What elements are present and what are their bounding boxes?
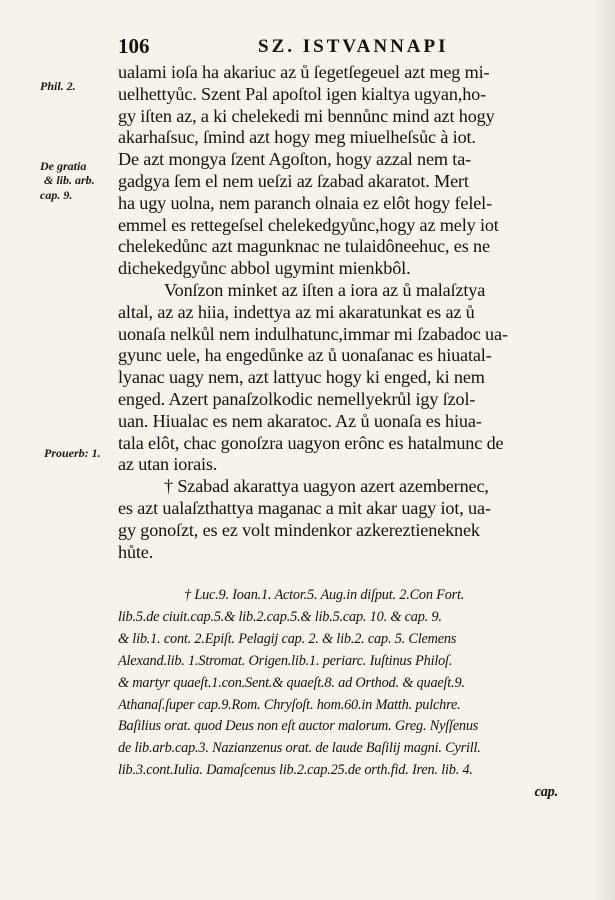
page-edge-shadow bbox=[593, 0, 615, 900]
body-line: es azt ualaſzthattya maganac a mit akar uagy iot, ua- bbox=[118, 497, 491, 518]
catchword: cap. bbox=[534, 784, 558, 801]
margin-note-phil: Phil. 2. bbox=[40, 79, 76, 93]
body-line: uan. Hiualac es nem akaratoc. Az ů uonaſa es hiua- bbox=[118, 410, 482, 431]
body-line: akarhaſsuc, ſmind azt hogy meg miuelheſsůc à iot. bbox=[118, 127, 476, 148]
body-line: lyanac uagy nem, azt lattyuc hogy ki enged, ki nem bbox=[118, 367, 485, 388]
body-line: gadgya ſem el nem ueſzi az ſzabad akaratot. Mert bbox=[118, 170, 469, 191]
margin-note-de-gratia: De gratia bbox=[40, 159, 87, 173]
margin-note-prouerb: Prouerb: 1. bbox=[44, 446, 101, 460]
body-line: uelhettyůc. Szent Pal apoſtol igen kialtya ugyan,ho- bbox=[118, 83, 486, 104]
paragraph-start-line: † Szabad akarattya uagyon azert azembernec, bbox=[164, 476, 489, 497]
margin-note-lib-arb: & lib. arb. bbox=[44, 173, 95, 187]
page-number: 106 bbox=[118, 34, 150, 58]
body-line: ha ugy uolna, nem paranch olnaia ez elôt hogy felel- bbox=[118, 192, 492, 213]
citation-line: lib.5.de ciuit.cap.5.& lib.2.cap.5.& lib.5.cap. 10. & cap. 9. bbox=[118, 608, 442, 625]
body-line: gy iſten az, a ki chelekedi mi bennůnc mind azt hogy bbox=[118, 105, 495, 126]
body-line: dichekedgyůnc abbol ugymint mienkbôl. bbox=[118, 258, 411, 279]
body-line: hůte. bbox=[118, 541, 154, 562]
body-text bbox=[118, 62, 586, 563]
running-head: SZ. ISTVANNAPI bbox=[258, 36, 449, 57]
body-line: az utan iorais. bbox=[118, 454, 218, 475]
body-line: gy gonoſzt, es ez volt mindenkor azkereztieneknek bbox=[118, 519, 480, 540]
citation-line: Alexand.lib. 1.Stromat. Origen.lib.1. periarc. Iuſtinus Philoſ. bbox=[118, 652, 453, 669]
body-line: gyunc uele, ha engedůnke az ů uonaſanac es hiuatal- bbox=[118, 345, 492, 366]
margin-note-cap: cap. 9. bbox=[40, 188, 73, 202]
body-line: emmel es rettegeſsel chelekedgyůnc,hogy az mely iot bbox=[118, 214, 499, 235]
page-header bbox=[118, 34, 588, 60]
citation-line: Baſilius orat. quod Deus non eſt auctor malorum. Greg. Nyſſenus bbox=[118, 718, 479, 735]
citation-line: Athanaſ.ſuper cap.9.Rom. Chryſoſt. hom.60.in Matth. pulchre. bbox=[118, 696, 461, 713]
body-line: De azt mongya ſzent Agoſton, hogy azzal nem ta- bbox=[118, 149, 472, 170]
body-line: tala elôt, chac gonoſzra uagyon erônc es hatalmunc de bbox=[118, 432, 504, 453]
body-line: ualami ioſa ha akariuc az ů ſegetſegeuel azt meg mi- bbox=[118, 62, 490, 82]
body-line: enged. Azert panaſzolkodic nemellyekrůl igy ſzol- bbox=[118, 388, 476, 409]
citation-notes bbox=[118, 585, 588, 804]
body-line: uonaſa nelkůl nem indulhatunc,immar mi ſzabadoc ua- bbox=[118, 323, 508, 344]
citation-line: lib.3.cont.Iulia. Damaſcenus lib.2.cap.25.de orth.fid. Iren. lib. 4. bbox=[118, 762, 473, 779]
body-line: chelekedůnc azt magunknac ne tulaidôneehuc, es ne bbox=[118, 236, 490, 257]
citation-line: & lib.1. cont. 2.Epiſt. Pelagij cap. 2. & lib.2. cap. 5. Clemens bbox=[118, 630, 457, 647]
paragraph-start-line: Vonſzon minket az iſten a iora az ů malaſztya bbox=[164, 279, 486, 300]
citation-line: † Luc.9. Ioan.1. Actor.5. Aug.in diſput. 2.Con Fort. bbox=[184, 587, 465, 603]
citation-line: & martyr quaeſt.1.con.Sent.& quaeſt.8. ad Orthod. & quaeſt.9. bbox=[118, 674, 465, 691]
body-line: altal, az az hiia, indettya az mi akaratunkat es az ů bbox=[118, 301, 475, 322]
citation-line: de lib.arb.cap.3. Nazianzenus orat. de laude Baſilij magni. Cyrill. bbox=[118, 740, 481, 757]
